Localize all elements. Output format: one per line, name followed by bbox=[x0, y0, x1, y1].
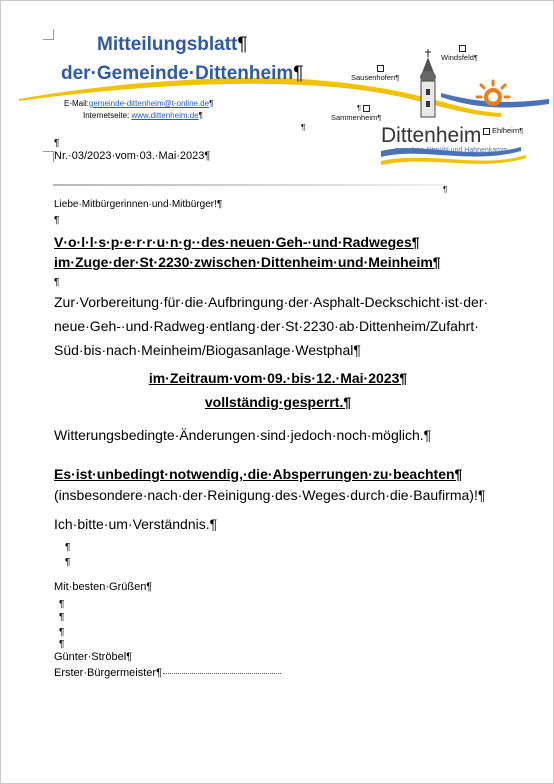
header-divider bbox=[53, 184, 445, 186]
empty-paragraph: ¶ bbox=[54, 215, 60, 226]
heading-line2: im·Zuge·der·St·2230·zwischen·Dittenheim·und·Meinheim¶ bbox=[54, 254, 441, 270]
empty-paragraph: ¶ bbox=[59, 612, 65, 623]
important-heading: Es·ist·unbedingt·notwendig,·die·Absperrungen·zu·beachten¶ bbox=[54, 466, 463, 482]
header-pilcrow: ¶ bbox=[301, 123, 306, 132]
place-marker-icon bbox=[459, 45, 466, 52]
dotted-leader bbox=[163, 673, 281, 674]
period-line: im·Zeitraum·vom·09.·bis·12.·Mai·2023¶ bbox=[148, 370, 408, 386]
paragraph1-line3: Süd·bis·nach·Meinheim/Biogasanlage·Westphal¶ bbox=[54, 342, 361, 358]
understanding: Ich·bitte·um·Verständnis.¶ bbox=[54, 516, 218, 532]
empty-paragraph: ¶ bbox=[59, 599, 65, 610]
email-line: E-Mail:gemeinde-dittenheim@t-online.de¶ bbox=[64, 99, 214, 108]
signer-title-line bbox=[54, 667, 281, 679]
logo-subtitle: zwischen Altmühl und Hahnenkamm bbox=[395, 147, 508, 154]
empty-paragraph: ¶ bbox=[59, 627, 65, 638]
greeting: Liebe·Mitbürgerinnen·und·Mitbürger!¶ bbox=[54, 199, 223, 210]
email-link[interactable]: gemeinde-dittenheim@t-online.de bbox=[88, 99, 210, 108]
weather-note: Witterungsbedingte·Änderungen·sind·jedoch·noch·möglich.¶ bbox=[54, 427, 432, 443]
place-windsfeld: Windsfeld¶ bbox=[441, 43, 478, 62]
place-marker-icon bbox=[363, 105, 370, 112]
issue-number: Nr.·03/2023·vom·03.·Mai·2023¶ bbox=[54, 150, 211, 162]
place-sammenheim: ¶ Sammenheim¶ bbox=[331, 103, 382, 122]
empty-paragraph: ¶ bbox=[59, 639, 65, 650]
paragraph1-line2: neue·Geh-·und·Radweg·entlang·der·St·2230·ab·Dittenheim/Zufahrt· bbox=[54, 318, 479, 334]
empty-paragraph: ¶ bbox=[65, 557, 71, 568]
closing: Mit·besten·Grüßen¶ bbox=[54, 581, 153, 593]
pilcrow-line: ¶ bbox=[54, 138, 60, 149]
place-marker-icon bbox=[377, 65, 384, 72]
signer-title: Erster·Bürgermeister¶ bbox=[54, 667, 162, 679]
paragraph1-line1: Zur·Vorbereitung·für·die·Aufbringung·der·Asphalt-Deckschicht·ist·der· bbox=[54, 294, 489, 310]
signer-name: Günter·Ströbel¶ bbox=[54, 651, 133, 663]
divider-pilcrow: ¶ bbox=[443, 185, 448, 194]
website-line: Internetseite: www.dittenheim.de¶ bbox=[83, 111, 203, 120]
place-sausenhofen: Sausenhofen¶ bbox=[351, 63, 399, 82]
church-tower-icon bbox=[420, 49, 436, 117]
sun-icon bbox=[477, 81, 509, 104]
closed-line: vollständig·gesperrt.¶ bbox=[204, 394, 352, 410]
website-link[interactable]: www.dittenheim.de bbox=[131, 111, 199, 120]
heading-line1: V·o·l·l·s·p·e·r·r·u·n·g··des·neuen·Geh-·und·Radweges¶ bbox=[54, 234, 420, 250]
empty-paragraph: ¶ bbox=[54, 277, 60, 288]
logo-name: Dittenheim bbox=[381, 124, 482, 147]
empty-paragraph: ¶ bbox=[65, 542, 71, 553]
masthead-title-line1: Mitteilungsblatt¶ bbox=[97, 34, 248, 55]
place-ehlheim: Ehlheim¶ bbox=[483, 126, 523, 135]
important-detail: (insbesondere·nach·der·Reinigung·des·Weges·durch·die·Baufirma)!¶ bbox=[54, 487, 486, 503]
logo-yellow-wave bbox=[381, 155, 526, 165]
masthead-title-line2: der·Gemeinde·Dittenheim¶ bbox=[61, 63, 304, 84]
place-marker-icon bbox=[483, 128, 490, 135]
